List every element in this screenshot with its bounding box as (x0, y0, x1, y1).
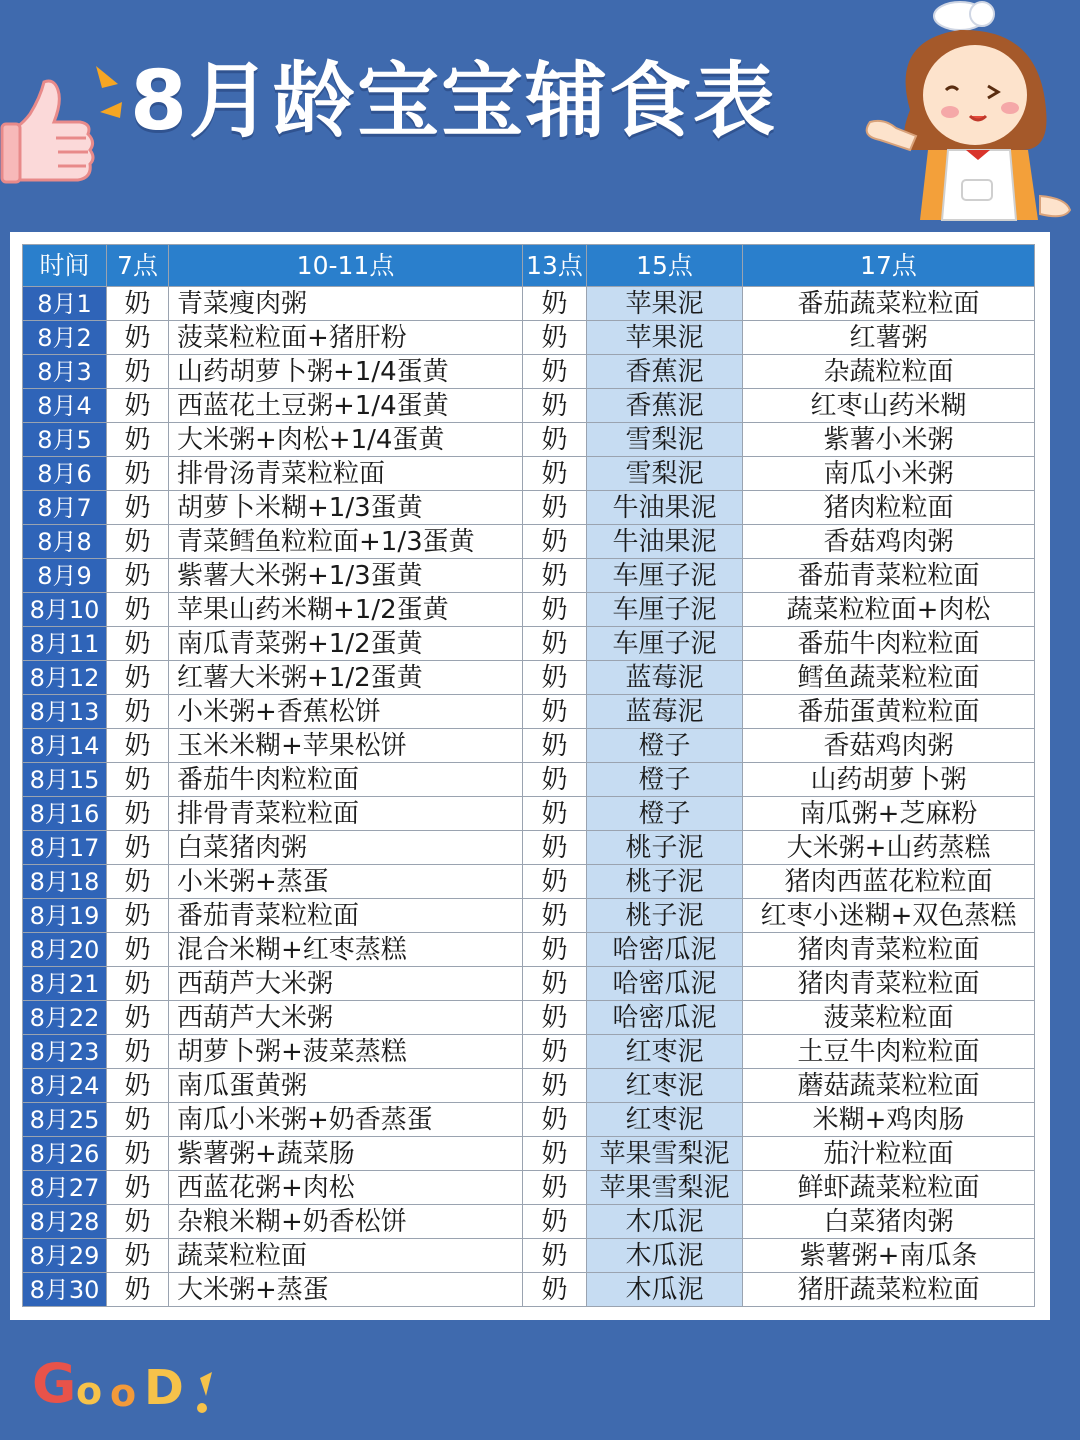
table-row (23, 525, 1035, 559)
cell-date: 8月22 (23, 1001, 107, 1035)
cell-10-11: 混合米糊+红枣蒸糕 (169, 933, 523, 967)
cell-15: 桃子泥 (587, 899, 743, 933)
cell-13: 奶 (523, 525, 587, 559)
meal-schedule-table (22, 244, 1035, 1307)
cell-13: 奶 (523, 389, 587, 423)
cell-7: 奶 (107, 797, 169, 831)
svg-text:D: D (144, 1360, 184, 1416)
table-row (23, 865, 1035, 899)
cell-date: 8月14 (23, 729, 107, 763)
cell-15: 苹果雪梨泥 (587, 1171, 743, 1205)
cell-17: 猪肉粒粒面 (743, 491, 1035, 525)
cell-13: 奶 (523, 491, 587, 525)
cell-7: 奶 (107, 1035, 169, 1069)
table-row (23, 831, 1035, 865)
cell-15: 香蕉泥 (587, 355, 743, 389)
cell-13: 奶 (523, 1137, 587, 1171)
table-row (23, 1171, 1035, 1205)
cell-15: 牛油果泥 (587, 491, 743, 525)
cell-13: 奶 (523, 831, 587, 865)
cell-date: 8月3 (23, 355, 107, 389)
cell-7: 奶 (107, 559, 169, 593)
cell-17: 红薯粥 (743, 321, 1035, 355)
cell-17: 番茄青菜粒粒面 (743, 559, 1035, 593)
table-row (23, 389, 1035, 423)
cell-17: 蔬菜粒粒面+肉松 (743, 593, 1035, 627)
cell-13: 奶 (523, 593, 587, 627)
cell-10-11: 苹果山药米糊+1/2蛋黄 (169, 593, 523, 627)
cell-7: 奶 (107, 491, 169, 525)
cell-17: 香菇鸡肉粥 (743, 729, 1035, 763)
cell-date: 8月20 (23, 933, 107, 967)
cell-10-11: 胡萝卜米糊+1/3蛋黄 (169, 491, 523, 525)
cell-15: 桃子泥 (587, 831, 743, 865)
cell-15: 哈密瓜泥 (587, 933, 743, 967)
cell-10-11: 青菜瘦肉粥 (169, 287, 523, 321)
cell-7: 奶 (107, 661, 169, 695)
cell-17: 番茄蛋黄粒粒面 (743, 695, 1035, 729)
cell-10-11: 红薯大米粥+1/2蛋黄 (169, 661, 523, 695)
cell-date: 8月7 (23, 491, 107, 525)
cell-7: 奶 (107, 423, 169, 457)
table-row (23, 1273, 1035, 1307)
cell-date: 8月6 (23, 457, 107, 491)
cell-13: 奶 (523, 695, 587, 729)
cell-date: 8月17 (23, 831, 107, 865)
cell-13: 奶 (523, 355, 587, 389)
cell-7: 奶 (107, 695, 169, 729)
cell-10-11: 番茄青菜粒粒面 (169, 899, 523, 933)
cell-7: 奶 (107, 1137, 169, 1171)
cell-15: 车厘子泥 (587, 627, 743, 661)
svg-text:o: o (110, 1371, 137, 1415)
cell-7: 奶 (107, 321, 169, 355)
cell-13: 奶 (523, 559, 587, 593)
cell-10-11: 小米粥+蒸蛋 (169, 865, 523, 899)
cell-10-11: 蔬菜粒粒面 (169, 1239, 523, 1273)
table-row (23, 1103, 1035, 1137)
cell-17: 猪肉青菜粒粒面 (743, 967, 1035, 1001)
cell-13: 奶 (523, 1103, 587, 1137)
cell-13: 奶 (523, 457, 587, 491)
table-row (23, 695, 1035, 729)
cell-17: 紫薯小米粥 (743, 423, 1035, 457)
cell-17: 猪肝蔬菜粒粒面 (743, 1273, 1035, 1307)
cell-13: 奶 (523, 797, 587, 831)
cell-17: 茄汁粒粒面 (743, 1137, 1035, 1171)
table-row (23, 287, 1035, 321)
cell-13: 奶 (523, 627, 587, 661)
cell-15: 木瓜泥 (587, 1239, 743, 1273)
cell-10-11: 排骨青菜粒粒面 (169, 797, 523, 831)
cell-13: 奶 (523, 967, 587, 1001)
cell-13: 奶 (523, 1001, 587, 1035)
cell-date: 8月28 (23, 1205, 107, 1239)
cell-7: 奶 (107, 1171, 169, 1205)
cell-10-11: 白菜猪肉粥 (169, 831, 523, 865)
table-row (23, 661, 1035, 695)
table-row (23, 1069, 1035, 1103)
table-row (23, 1035, 1035, 1069)
cell-17: 大米粥+山药蒸糕 (743, 831, 1035, 865)
cell-13: 奶 (523, 321, 587, 355)
cell-date: 8月30 (23, 1273, 107, 1307)
table-row (23, 559, 1035, 593)
cell-7: 奶 (107, 1273, 169, 1307)
cell-15: 车厘子泥 (587, 559, 743, 593)
table-row (23, 593, 1035, 627)
cell-15: 雪梨泥 (587, 423, 743, 457)
cell-15: 香蕉泥 (587, 389, 743, 423)
cell-10-11: 南瓜青菜粥+1/2蛋黄 (169, 627, 523, 661)
cell-date: 8月12 (23, 661, 107, 695)
cell-date: 8月19 (23, 899, 107, 933)
header-17: 17点 (743, 245, 1035, 287)
cell-17: 南瓜粥+芝麻粉 (743, 797, 1035, 831)
cell-7: 奶 (107, 355, 169, 389)
cell-date: 8月29 (23, 1239, 107, 1273)
cell-7: 奶 (107, 1239, 169, 1273)
cell-date: 8月4 (23, 389, 107, 423)
cell-date: 8月1 (23, 287, 107, 321)
cell-17: 土豆牛肉粒粒面 (743, 1035, 1035, 1069)
chef-girl-illustration (850, 0, 1080, 230)
cell-7: 奶 (107, 1069, 169, 1103)
cell-13: 奶 (523, 763, 587, 797)
table-row (23, 967, 1035, 1001)
cell-17: 山药胡萝卜粥 (743, 763, 1035, 797)
cell-10-11: 西葫芦大米粥 (169, 1001, 523, 1035)
cell-13: 奶 (523, 933, 587, 967)
cell-15: 木瓜泥 (587, 1273, 743, 1307)
cell-15: 雪梨泥 (587, 457, 743, 491)
cell-10-11: 西蓝花土豆粥+1/4蛋黄 (169, 389, 523, 423)
cell-date: 8月15 (23, 763, 107, 797)
table-row (23, 899, 1035, 933)
cell-date: 8月23 (23, 1035, 107, 1069)
cell-7: 奶 (107, 899, 169, 933)
cell-date: 8月26 (23, 1137, 107, 1171)
table-row (23, 457, 1035, 491)
table-row (23, 933, 1035, 967)
cell-13: 奶 (523, 1069, 587, 1103)
cell-15: 红枣泥 (587, 1069, 743, 1103)
cell-10-11: 小米粥+香蕉松饼 (169, 695, 523, 729)
cell-17: 蘑菇蔬菜粒粒面 (743, 1069, 1035, 1103)
cell-date: 8月24 (23, 1069, 107, 1103)
cell-date: 8月2 (23, 321, 107, 355)
cell-date: 8月27 (23, 1171, 107, 1205)
thumbs-up-icon (0, 68, 96, 188)
cell-7: 奶 (107, 457, 169, 491)
cell-date: 8月13 (23, 695, 107, 729)
cell-date: 8月21 (23, 967, 107, 1001)
cell-10-11: 南瓜小米粥+奶香蒸蛋 (169, 1103, 523, 1137)
cell-13: 奶 (523, 1035, 587, 1069)
header-10-11: 10-11点 (169, 245, 523, 287)
cell-7: 奶 (107, 525, 169, 559)
cell-10-11: 杂粮米糊+奶香松饼 (169, 1205, 523, 1239)
header-time: 时间 (23, 245, 107, 287)
cell-7: 奶 (107, 763, 169, 797)
cell-10-11: 排骨汤青菜粒粒面 (169, 457, 523, 491)
cell-7: 奶 (107, 593, 169, 627)
table-row (23, 355, 1035, 389)
cell-date: 8月5 (23, 423, 107, 457)
table-row (23, 763, 1035, 797)
cell-17: 番茄牛肉粒粒面 (743, 627, 1035, 661)
cell-7: 奶 (107, 933, 169, 967)
cell-15: 红枣泥 (587, 1035, 743, 1069)
cell-15: 苹果雪梨泥 (587, 1137, 743, 1171)
cell-13: 奶 (523, 899, 587, 933)
cell-7: 奶 (107, 831, 169, 865)
cell-13: 奶 (523, 865, 587, 899)
good-sticker (30, 1350, 230, 1420)
cell-7: 奶 (107, 1103, 169, 1137)
cell-7: 奶 (107, 1205, 169, 1239)
cell-13: 奶 (523, 661, 587, 695)
meal-table-sheet (10, 232, 1050, 1320)
cell-10-11: 番茄牛肉粒粒面 (169, 763, 523, 797)
cell-10-11: 大米粥+肉松+1/4蛋黄 (169, 423, 523, 457)
cell-15: 橙子 (587, 763, 743, 797)
cell-15: 哈密瓜泥 (587, 1001, 743, 1035)
cell-17: 猪肉西蓝花粒粒面 (743, 865, 1035, 899)
table-row (23, 729, 1035, 763)
cell-date: 8月11 (23, 627, 107, 661)
cell-10-11: 山药胡萝卜粥+1/4蛋黄 (169, 355, 523, 389)
cell-10-11: 南瓜蛋黄粥 (169, 1069, 523, 1103)
cell-17: 猪肉青菜粒粒面 (743, 933, 1035, 967)
cell-7: 奶 (107, 729, 169, 763)
cell-7: 奶 (107, 627, 169, 661)
table-row (23, 1239, 1035, 1273)
table-row (23, 627, 1035, 661)
cell-10-11: 菠菜粒粒面+猪肝粉 (169, 321, 523, 355)
svg-text:G: G (32, 1352, 77, 1415)
cell-date: 8月18 (23, 865, 107, 899)
table-row (23, 491, 1035, 525)
cell-15: 蓝莓泥 (587, 661, 743, 695)
cell-15: 车厘子泥 (587, 593, 743, 627)
cell-10-11: 西葫芦大米粥 (169, 967, 523, 1001)
cell-15: 橙子 (587, 797, 743, 831)
cell-7: 奶 (107, 389, 169, 423)
header-13: 13点 (523, 245, 587, 287)
cell-17: 米糊+鸡肉肠 (743, 1103, 1035, 1137)
cell-date: 8月16 (23, 797, 107, 831)
cell-17: 南瓜小米粥 (743, 457, 1035, 491)
cell-17: 鳕鱼蔬菜粒粒面 (743, 661, 1035, 695)
cell-17: 紫薯粥+南瓜条 (743, 1239, 1035, 1273)
header-7: 7点 (107, 245, 169, 287)
cell-13: 奶 (523, 1171, 587, 1205)
cell-7: 奶 (107, 287, 169, 321)
cell-13: 奶 (523, 287, 587, 321)
cell-10-11: 紫薯大米粥+1/3蛋黄 (169, 559, 523, 593)
cell-date: 8月9 (23, 559, 107, 593)
cell-date: 8月10 (23, 593, 107, 627)
cell-15: 苹果泥 (587, 287, 743, 321)
cell-17: 红枣山药米糊 (743, 389, 1035, 423)
cell-15: 哈密瓜泥 (587, 967, 743, 1001)
cell-17: 鲜虾蔬菜粒粒面 (743, 1171, 1035, 1205)
cell-15: 苹果泥 (587, 321, 743, 355)
cell-17: 白菜猪肉粥 (743, 1205, 1035, 1239)
cell-15: 桃子泥 (587, 865, 743, 899)
cell-17: 杂蔬粒粒面 (743, 355, 1035, 389)
sparkle-icon (90, 62, 130, 142)
cell-17: 红枣小迷糊+双色蒸糕 (743, 899, 1035, 933)
cell-10-11: 青菜鳕鱼粒粒面+1/3蛋黄 (169, 525, 523, 559)
cell-10-11: 玉米米糊+苹果松饼 (169, 729, 523, 763)
cell-15: 牛油果泥 (587, 525, 743, 559)
header-15: 15点 (587, 245, 743, 287)
cell-13: 奶 (523, 423, 587, 457)
table-header-row (23, 245, 1035, 287)
cell-7: 奶 (107, 865, 169, 899)
table-row (23, 797, 1035, 831)
cell-17: 香菇鸡肉粥 (743, 525, 1035, 559)
svg-text:o: o (76, 1369, 103, 1413)
cell-15: 木瓜泥 (587, 1205, 743, 1239)
cell-date: 8月8 (23, 525, 107, 559)
cell-10-11: 紫薯粥+蔬菜肠 (169, 1137, 523, 1171)
table-row (23, 1205, 1035, 1239)
cell-17: 番茄蔬菜粒粒面 (743, 287, 1035, 321)
cell-13: 奶 (523, 729, 587, 763)
table-row (23, 1137, 1035, 1171)
cell-10-11: 西蓝花粥+肉松 (169, 1171, 523, 1205)
table-row (23, 321, 1035, 355)
cell-7: 奶 (107, 1001, 169, 1035)
cell-13: 奶 (523, 1205, 587, 1239)
table-row (23, 1001, 1035, 1035)
cell-13: 奶 (523, 1239, 587, 1273)
table-row (23, 423, 1035, 457)
cell-13: 奶 (523, 1273, 587, 1307)
cell-17: 菠菜粒粒面 (743, 1001, 1035, 1035)
cell-10-11: 胡萝卜粥+菠菜蒸糕 (169, 1035, 523, 1069)
cell-15: 橙子 (587, 729, 743, 763)
cell-7: 奶 (107, 967, 169, 1001)
cell-15: 蓝莓泥 (587, 695, 743, 729)
page-title: 8月龄宝宝辅食表 (130, 54, 778, 149)
cell-date: 8月25 (23, 1103, 107, 1137)
cell-15: 红枣泥 (587, 1103, 743, 1137)
cell-10-11: 大米粥+蒸蛋 (169, 1273, 523, 1307)
